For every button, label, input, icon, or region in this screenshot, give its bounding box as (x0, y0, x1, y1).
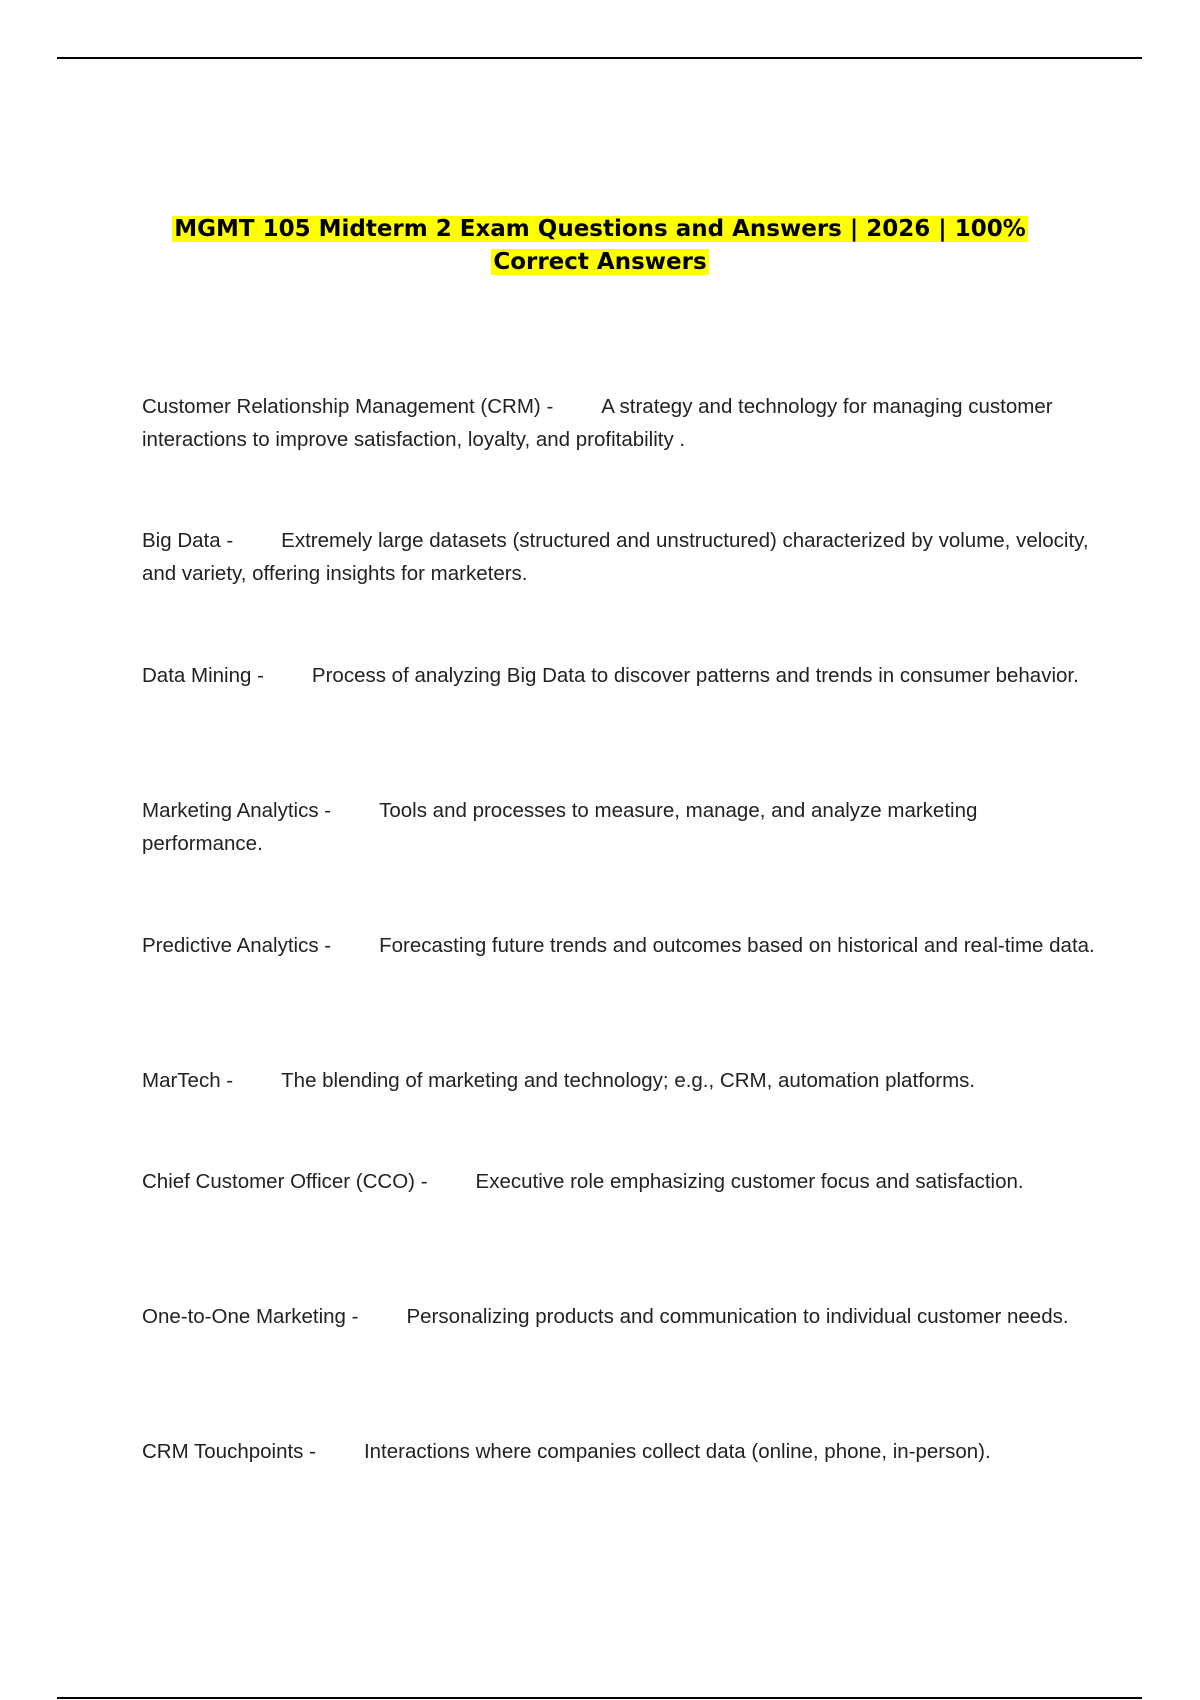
entry-definition: Process of analyzing Big Data to discover patterns and trends in consumer behavior. (311, 664, 1079, 687)
list-item (142, 390, 1102, 456)
entry-term: Customer Relationship Management (CRM) - (142, 395, 554, 418)
entry-definition: Interactions where companies collect data (online, phone, in-person). (363, 1440, 991, 1463)
title-line-2: Correct Answers (493, 249, 707, 275)
entry-term: CRM Touchpoints - (142, 1440, 316, 1463)
title-line-1: MGMT 105 Midterm 2 Exam Questions and Answers | 2026 | 100% (174, 216, 1026, 242)
entry-term: Marketing Analytics - (142, 799, 332, 822)
entry-term: Chief Customer Officer (CCO) - (142, 1170, 428, 1193)
entry-definition: Forecasting future trends and outcomes based on historical and real-time data. (379, 934, 1095, 957)
entry-term: Predictive Analytics - (142, 934, 332, 957)
entry-term: MarTech - (142, 1069, 234, 1092)
footer-rule (57, 1697, 1142, 1699)
entry-definition: The blending of marketing and technology; e.g., CRM, automation platforms. (281, 1069, 976, 1092)
list-item (142, 1435, 1102, 1468)
list-item (142, 929, 1102, 962)
header-rule (57, 57, 1142, 59)
entry-definition: Personalizing products and communication to individual customer needs. (406, 1305, 1069, 1328)
list-item (142, 524, 1102, 590)
entry-term: Data Mining - (142, 664, 264, 687)
document-title (100, 213, 1100, 279)
entry-definition: A strategy and technology for managing customer interactions to improve satisfaction, loyalty, and profitability . (142, 395, 1053, 451)
entry-term: Big Data - (142, 529, 234, 552)
entry-term: One-to-One Marketing - (142, 1305, 359, 1328)
list-item (142, 1300, 1102, 1333)
list-item (142, 794, 1102, 860)
entry-definition: Tools and processes to measure, manage, and analyze marketing performance. (142, 799, 978, 855)
entry-definition: Extremely large datasets (structured and unstructured) characterized by volume, velocity, and variety, offering insights for marketers. (142, 529, 1089, 585)
entry-definition: Executive role emphasizing customer focus and satisfaction. (475, 1170, 1024, 1193)
list-item (142, 1064, 1102, 1097)
list-item (142, 659, 1102, 692)
list-item (142, 1165, 1102, 1198)
